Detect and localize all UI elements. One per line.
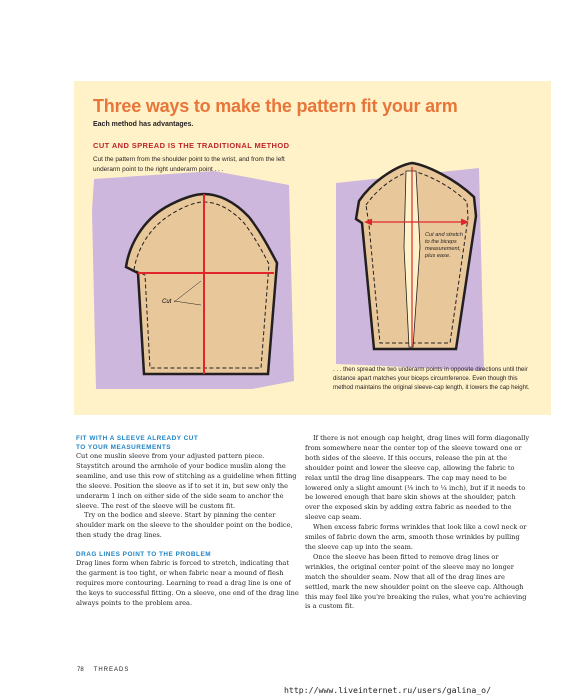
- method-heading: CUT AND SPREAD IS THE TRADITIONAL METHOD: [93, 141, 290, 150]
- paragraph: Drag lines form when fabric is forced to stretch, indicating that the garment is too tight, or when fabric near a mound of flesh requires more contouring. Learning to read a drag line is one of the keys to successful fitting. On a sleeve, one end of the drag line always points to the problem area.: [76, 559, 299, 607]
- watermark-url: http://www.liveinternet.ru/users/galina_o/: [284, 685, 492, 695]
- sidebar-subtitle: Each method has advantages.: [93, 121, 194, 128]
- right-cut-label: Cut and stretch to the biceps measurement, plus ease.: [425, 232, 463, 259]
- article-column-left: [76, 434, 299, 609]
- paragraph: Once the sleeve has been fitted to remove drag lines or wrinkles, the original center point of the sleeve may no longer match the shoulder seam. Now that all of the drag lines are settled, mark the new shoulder point on the sleeve cap. Although this may feel like you're breaking the rules, what you're achieving is a custom fit.: [305, 552, 527, 611]
- article-column-right: [305, 434, 530, 612]
- magazine-name: THREADS: [93, 667, 130, 673]
- paragraph: Try on the bodice and sleeve. Start by pinning the center shoulder mark on the sleeve to the shoulder point on the bodice, then study the drag lines.: [76, 511, 293, 540]
- section-heading-drag-lines: DRAG LINES POINT TO THE PROBLEM: [76, 551, 212, 559]
- paragraph: Cut one muslin sleeve from your adjusted pattern piece. Staystitch around the armhole of your bodice muslin along the seamline, and use this row of stitching as a guideline when fitting the sleeve. Position the sleeve as if to set it in, but sew only the underarm 1 inch on either side of the side seam to anchor the sleeve. The rest of the sleeve will be custom fit.: [76, 452, 297, 510]
- page-footer: [77, 667, 129, 673]
- section-heading-fit: [76, 434, 299, 452]
- section-heading-fit-line1: FIT WITH A SLEEVE ALREADY CUT: [76, 435, 199, 442]
- sleeve-illustration: [74, 81, 551, 415]
- left-cut-label: Cut: [162, 299, 172, 305]
- paragraph: When excess fabric forms wrinkles that look like a cowl neck or smiles of fabric down the arm, smooth those wrinkles by pulling the sleeve cap up into the seam.: [305, 523, 527, 551]
- page-number: 78: [77, 667, 84, 673]
- right-figure-caption: . . . then spread the two underarm points in opposite directions until their distance apart matches your biceps circumference. Even though this method maintains the original sleeve-cap length, it lowers the cap height.: [333, 366, 530, 391]
- section-heading-fit-line2: TO YOUR MEASUREMENTS: [76, 444, 171, 451]
- method-text: Cut the pattern from the shoulder point to the wrist, and from the left underarm point to the right underarm point . . .: [93, 156, 285, 173]
- sidebar-title: Three ways to make the pattern fit your arm: [93, 96, 458, 116]
- paragraph: If there is not enough cap height, drag lines will form diagonally from somewhere near the center top of the sleeve toward one or both sides of the sleeve. If this occurs, release the pin at the shoulder point and lower the sleeve cap, allowing the fabric to relax until the drag line disappears. The cap may need to be lowered only a slight amount (⅛ inch to ¼ inch), but if it needs to be lowered enough that bare skin shows at the shoulder, patch over the exposed skin by adding extra fabric as needed to the sleeve cap seam.: [305, 434, 530, 522]
